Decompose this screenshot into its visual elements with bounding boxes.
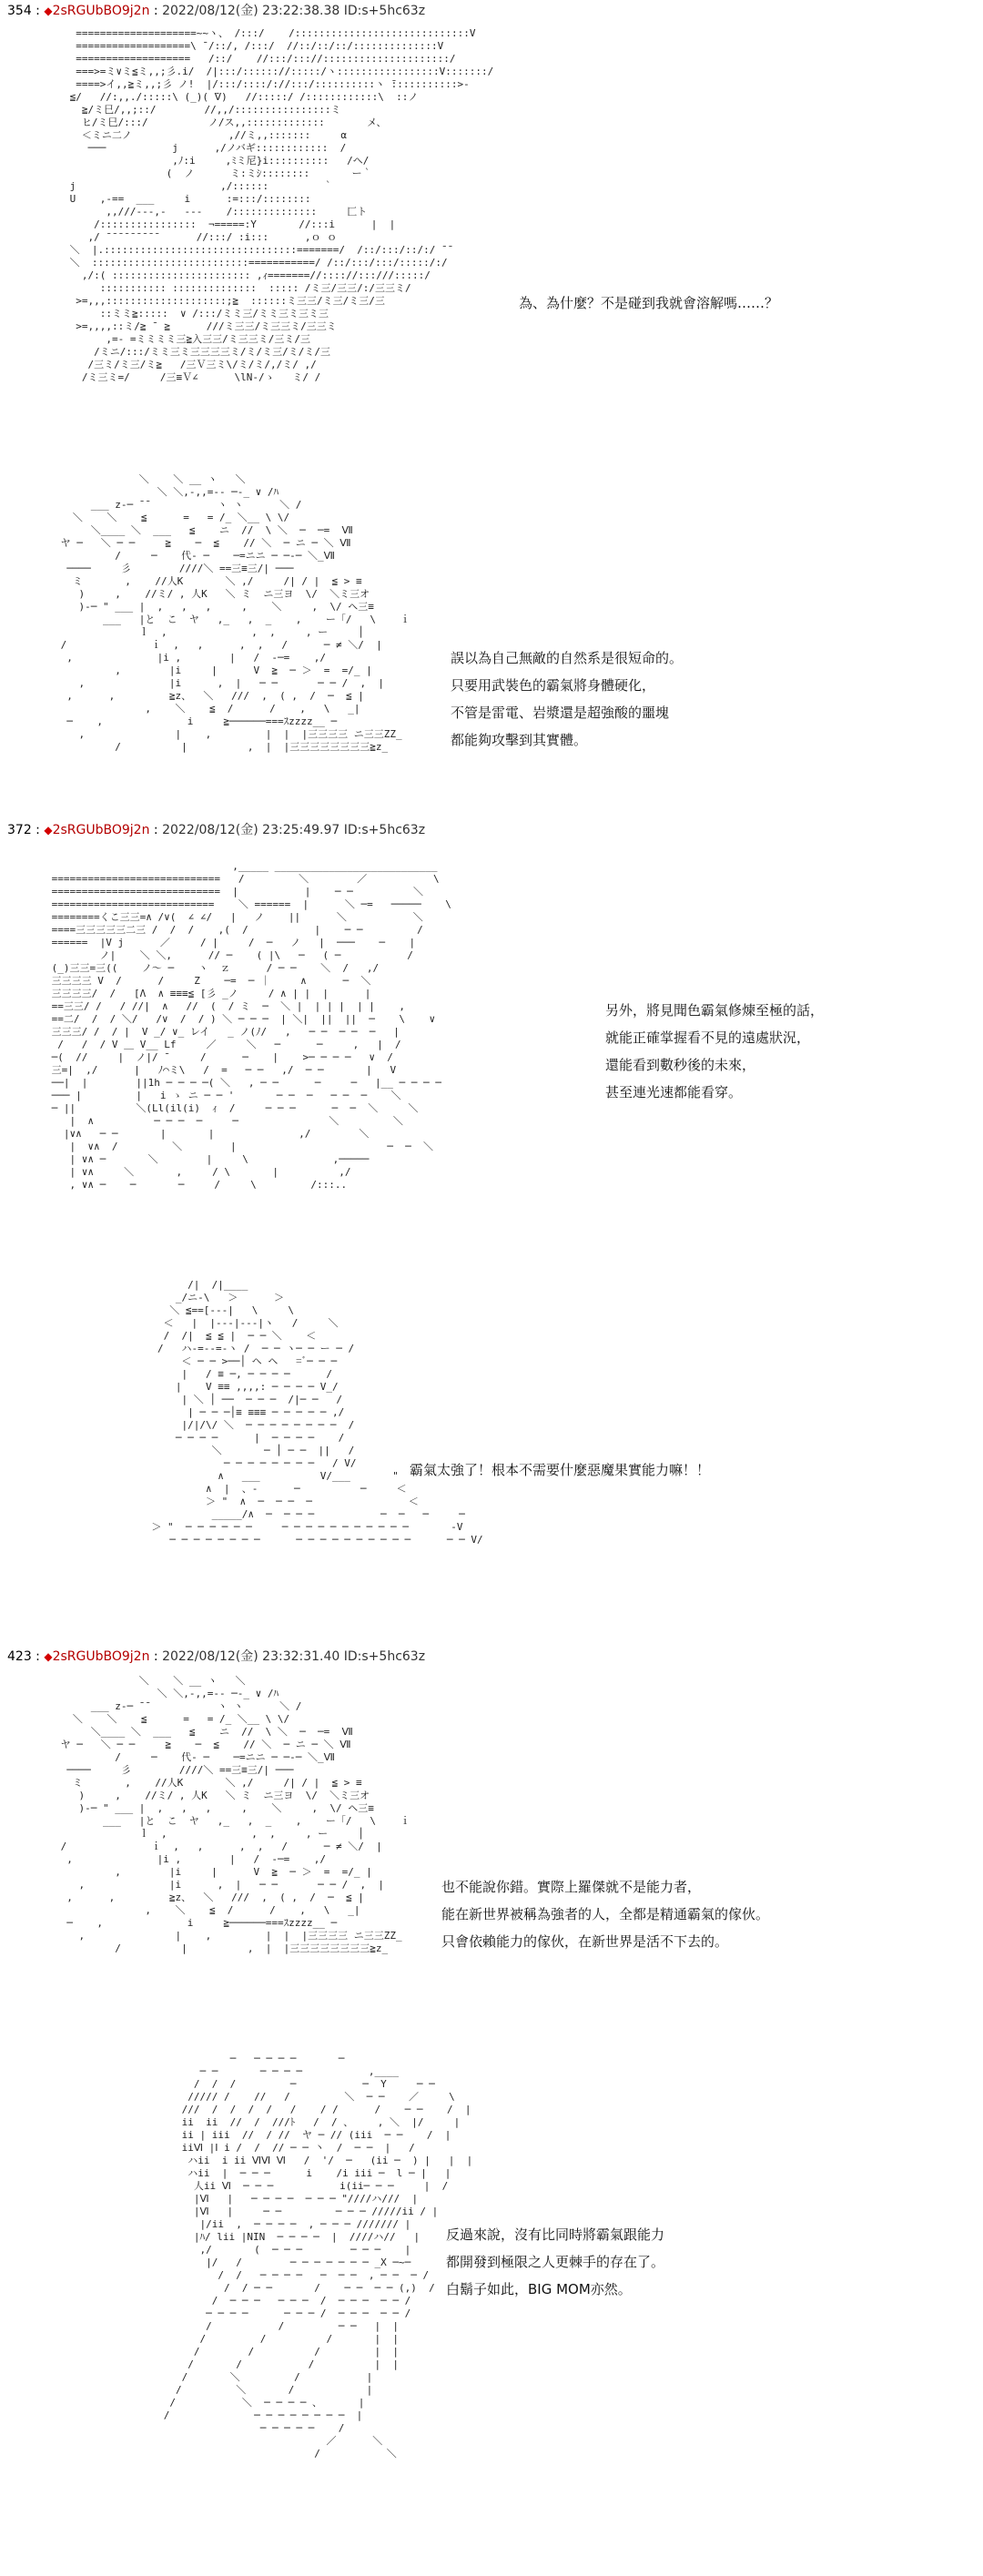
post-header: 423 : ◆2sRGUbBO9j2n : 2022/08/12(金) 23:32:31.40 ID:s+5hc63z [7, 1649, 426, 1664]
trip-code[interactable]: 2sRGUbBO9j2n [52, 823, 150, 837]
dialogue-line: 只會依賴能力的傢伙，在新世界是活不下去的。 [441, 1933, 729, 1950]
ascii-art-panel-2: ＼ ＼ __ ヽ ＼ ＼ ＼,-,,=-- ─-_ ∨ /ﾊ ___ z-─ ̄ ̄ ヽ ヽ ＼ / ＼ ＼ ≦ = = /_ ＼__ \ \/ ＼____ ＼ ___ ≦ ニ // \ ＼ ─ ─= Ⅶ ヤ ─ ＼ ─ ─ ≧ ─ ≦ // ＼ ─ ニ ─ ＼ Ⅶ / ─ 代‐ ─ ─=ニニ ─ ─‐─ ＼_Ⅶ ──── 彡 ////＼ ==三≡三/| ─── ミ , //人K ＼ ,/ /| / | ≦ > ≡ ) , //ミ/ , 人K ＼ ミ ニ三ヨ \/ ＼ミ三オ )-─ " ___ | , , , , ＼ , \/ ヘ三≡ ___ |と こ ヤ ,_ , _ , ー「/ \ ｉ ｌ , , , , ー │ / ｉ , , , , / ─ ≠ ＼/ | , |i , | / -─= ,/ , |i | V ≧ ─ ＞ = =/_ | , |i , | ─ ─ ─ ─ / , | , , ≧z、 ＼ /// , ( , / ─ ≦ | , ＼ ≦ / / , \ _| ─ , i ≧──────===ｽzzzz__ ─ , | , | | |三三三三 ニ三三ZZ_ / | , | |三三三三三三三三≧z_ [60, 473, 410, 753]
dialogue-line: 誤以為自己無敵的自然系是很短命的。 [451, 650, 684, 666]
post-number: 423 [7, 1649, 32, 1664]
post-number: 372 [7, 823, 32, 837]
dialogue-line: 霸氣太強了！根本不需要什麼惡魔果實能力嘛！！ [410, 1462, 711, 1478]
post-date: 2022/08/12(金) 23:32:31.40 [162, 1649, 340, 1664]
post-uid[interactable]: ID:s+5hc63z [343, 823, 426, 837]
dialogue-block-5 [441, 1873, 769, 1955]
trip-code[interactable]: 2sRGUbBO9j2n [52, 1649, 150, 1664]
dialogue-line: 也不能說你錯。實際上羅傑就不是能力者， [441, 1879, 702, 1895]
dialogue-line: 還能看到數秒後的未來， [605, 1057, 756, 1073]
dialogue-line: 為、為什麼？不是碰到我就會溶解嗎……？ [519, 295, 779, 311]
dialogue-line: 只要用武裝色的霸氣將身體硬化， [451, 677, 656, 694]
dialogue-line: 不管是雷電、岩漿還是超強酸的噩塊 [451, 705, 670, 721]
dialogue-line: 就能正確掌握看不見的遠處狀況， [605, 1029, 811, 1046]
dialogue-line: 都能夠攻擊到其實體。 [451, 732, 588, 748]
post-header: 354 : ◆2sRGUbBO9j2n : 2022/08/12(金) 23:22:38.38 ID:s+5hc63z [7, 4, 426, 18]
ascii-art-panel-4: /| /|____ _/ニ-\ ＞ ＞ ＼ ≦==[---| \ \ ＜ | |---|---|ヽ / ＼ / /| ≦ ≦ | ─ ─ ＼ ＜ / ハ-=--=-ヽ / ─ ─ ヽ─ ─ ー ─ / ＜ ─ ─ >──│ ヘ ヘ =ﾞ─ ─ ─ | / ≡ ─, ─ ─ ─ ─ / | V ≡≡ ,,,,: ─ ─ ─ ─ V_/ | ＼ │ ── ─ ─ ─ /|─ ─ / | ─ ─ ─│≡ ≡≡≡ ─ ─ ─ ─ ─ ,/ |/|/\/ ＼ ─ ─ ─ ─ ─ ─ ─ ─ / ─ ─ ─ ─ | ─ ─ ─ ─ / ＼ ─ │ ─ ─ || / ─ ─ ─ ─ ─ ─ ─ ─ / V/ ∧ ___ V/___ " ∧ | 、- ─ ─ ＜ ＞ " ∧ ─ ─ ─ ─ ＜ _____/∧ ─ ─ ─ ─ ─ ─ ─ ─ ＞ " ─ ─ ─ ─ ─ ─ ─ ─ ─ ─ ─ ─ ─ ─ ─ ─ ─ -V ─ ─ ─ ─ ─ ─ ─ ─ ─ ─ ─ ─ ─ ─ ─ ─ ─ ─ ─ ─ V/ [151, 1279, 483, 1546]
dialogue-block-4 [410, 1456, 710, 1484]
dialogue-line: 都開發到極限之人更棘手的存在了。 [446, 2254, 665, 2270]
ascii-art-panel-5: ＼ ＼ __ ヽ ＼ ＼ ＼,-,,=-- ─-_ ∨ /ﾊ ___ z-─ ̄ ̄ ヽ ヽ ＼ / ＼ ＼ ≦ = = /_ ＼__ \ \/ ＼____ ＼ ___ ≦ ニ // \ ＼ ─ ─= Ⅶ ヤ ─ ＼ ─ ─ ≧ ─ ≦ // ＼ ─ ニ ─ ＼ Ⅶ / ─ 代‐ ─ ─=ニニ ─ ─‐─ ＼_Ⅶ ──── 彡 ////＼ ==三≡三/| ─── ミ , //人K ＼ ,/ /| / | ≦ > ≡ ) , //ミ/ , 人K ＼ ミ ニ三ヨ \/ ＼ミ三オ )-─ " ___ | , , , , ＼ , \/ ヘ三≡ ___ |と こ ヤ ,_ , _ , ー「/ \ ｉ ｌ , , , , ー │ / ｉ , , , , / ─ ≠ ＼/ | , |i , | / -─= ,/ , |i | V ≧ ─ ＞ = =/_ | , |i , | ─ ─ ─ ─ / , | , , ≧z、 ＼ /// , ( , / ─ ≦ | , ＼ ≦ / / , \ _| ─ , i ≧──────===ｽzzzz__ ─ , | , | | |三三三三 ニ三三ZZ_ / | , | |三三三三三三三三≧z_ [60, 1675, 410, 1954]
dialogue-block-3 [605, 997, 824, 1106]
ascii-art-panel-1: ====================~~ヽ、 /:::/ /:::::::::::::::::::::::::::::V ===================\ ̄ /::/, /:::/ //::/::/::/::::::::::::::V =================== /::/ //:::/::://:::::::::::::::::::::/ ===>=ミ∨ミ≦ミ,,;彡.i/ /|:::/:::::://:::::/ヽ:::::::::::::::::V:::::::/ ====>イ,,≧ミ,,;彡 ノ! |/:::/::::/://:::/::::::::::ヽ ̄:::::::::::>- ≦/ //:,,./:::::\ (_)( ̄Ⅴ) //:::::/ /::::::::::::\ ::ノ ≧/ミ巳/,,;::/ //,,/::::::::::::::::ミ ヒ/ミ巳/:::/ ノ/ス,,::::::::::::: メ、 ＜ミニ二ノ ,//ミ,,::::::: α ─── j ,/ノバギ:::::::::::: / ,ﾉ:i ,ﾐミ尼}i:::::::::: /ヘ/ ( ノ ミ:ミｼ:::::::: ー｀ j ,/:::::: ｀ U ,-== ___ i :=:::/:::::::: ,,///---,- --- /:::::::::::::: 匚ト /:::::::::::::::: ¬=====:Y //:::i | | ,/ ̄ ̄ ̄ ̄ ̄ ̄ ̄ ̄ ̄ //:::/ :i::: ,ｏ ｏ ＼ |.::::::::::::::::::::::::::::::::=======/ /::/:::/::/:/ ̄ ̄ ＼ ::::::::::::::::::::::::::===========/ /::/:::/:::/:::::/:/ ,/:( ::::::::::::::::::::::: ,ｨ=======//:::://:::///:::::/ ::::::::::: :::::::::::::: ::::: /ミ三/三三/:/三三ミ/ >=,,,::::::::::::::::::::;≧ ::::::ミ三三/ミ三/ミ三/三 ::ミミ≧::::: ∨ /:::/ミミ三/ミミ三ミ三ミ三 >=,,,,::ミ/≧ ̄ ≧ ///ミ三三/ミ三三ミ/三三ミ ,=- =ミミミミ三≧入三三/ミ三三ミ/三ミ/三 /ミニ/:::/ミミ三ミ三三三三ミ/ミ/ミ三/ミ/ミ/三 /三ミ/ミ三/ミ≧ /三Ｖ三ミ\/ミ/ミ/,/ミ/ ,/ /ミ三ミ=/ /三≡Ｖ∠ \lN-/ゝ ミ/ / [69, 27, 494, 383]
dialogue-block-6 [446, 2221, 664, 2303]
post-uid[interactable]: ID:s+5hc63z [343, 4, 426, 18]
ascii-art-panel-6: ─ ─ ─ ─ ─ ─ ─ ─ ─ ─ ─ ─ ,____ / / / ─ ─ Y ─ ─ ///// / // / ＼ ─ ─ ／ \ /// / / / / / / / / ─ ─ / | ii ii // / ///ﾄ / / 、 , ＼ |/ | ii | iii // / // ヤ ─ // (iii ─ ─ / | iiⅥ |Ⅰ i / / // ─ ─ 丶 / ─ ─ | / ハii i ii ⅥⅥ Ⅵ / '/ ─ (ii ─ ) | | | ハii | ─ ─ ─ i /i iii ─ l ─ | | 人ii Ⅵ ─ ─ ─ i(ii─ ─ ─ | / |Ⅵ | ─ ─ ─ ─ ─ ─ ─ "////ハ/// | |Ⅵ | ─ ─ ─ ─ ─ /////ii / | |/ii , ─ ─ ─ ─ , ─ ─ ─ /////// | |ﾊ/ lii |NIN ─ ─ ─ ─ | ////ハ// | ,/ ( ─ ─ ─ ─ ─ ─ | |/ / ─ ─ ─ ─ ─ ─ ─ _X ─~─ / / ─ ─ ─ ─ ─ ─ ─ , ─ ─ ─ / / / ─ ─ / ─ ─ ─ ─ (,) / / ─ ─ ─ ─ ─ ─ / ─ ─ ─ ─ ─ / ─ ─ ─ ─ ─ ─ ─ / ─ ─ ─ ─ ─ / / / ─ ─ | | / / / | | / / / | | / / / | | / ＼ / | / ＼ / | / ＼ ─ ─ ─ ─ 、 | / ─ ─ ─ ─ ─ ─ ─ ─ | ─ ─ ─ ─ ─ / ／ ＼ / ＼ [163, 2053, 473, 2459]
post-uid[interactable]: ID:s+5hc63z [343, 1649, 426, 1664]
post-number: 354 [7, 4, 32, 18]
ascii-art-panel-3: ,_____ ___________________________ ============================ / ＼ ／ \ ============================ | | ─ ─ ＼ =========================== ＼ ====== | ＼ ─= ───── \ ========くこ三三=∧ /∨( ∠ ∠/ | ノ || ＼ ＼ ====三三三三三二三 / / / ,( / | ─ ─ / ====== |V j ／ / | / ─ ノ | ─── ─ | ノ| ＼ ＼, // ─ ( |\ ─ ( ─ / (_)三三=三(( ノ〜 ─ ヽ ｚ / ─ ─ ＼ / ,/ 三三三三 V / / Z ─= ─ ｜ ∧ ─ ＼ 三三三三/ / [Λ ∧ ≡≡≡≦ [彡 _ノ / ∧ | | | | ==三三/ / / //| ∧ // ( / ミ ─ ＼ | | | | | | , ==二/ / / ＼/ /∨ / / ) ＼ ─ ─ ─ | ＼| || || ─ \ ∨ 三三三/ / / | V _/ ∨_ レイ _ ノ(ﾉ/ , ─ ─ ─ ─ ─ | / / / V ＿ V__ Lf ／ ＼ ─ ─ , | / ─( // | ノ|/ ̄ / ─ | >─ ─ ─ ─ ∨ / 三=| ,/ | ﾉ⌒ミ\ / = ─ ─ ,/ ─ ─ | V ──| | ||1h ─ ─ ─ ─( ＼ , ─ ─ ─ ─ |__ ─ ─ ─ ─ ─── | | i ゝ ニ ─ ─ ' ─ ─ ─ ─ ─ ─ ＼ ─ || ＼(Ll(il(i) ｨ / ─ ─ ─ ─ ─ ＼ ＼ | ∧ ─ ─ ─ ─ ─ ＼ ＼ |∨∧ ─ ─ | | ,/ ＼ | ∨∧ / ＼ | ─ ─ ＼ | ∨∧ ─ ＼ | \ ,───── | ∨∧ ＼ , / \ | ,/ , ∨∧ ─ ─ ─ / \ /:::.. [51, 860, 451, 1191]
post-date: 2022/08/12(金) 23:22:38.38 [162, 4, 340, 18]
trip-diamond-icon: ◆ [44, 5, 53, 17]
post-date: 2022/08/12(金) 23:25:49.97 [162, 823, 340, 837]
dialogue-line: 能在新世界被稱為強者的人，全都是精通霸氣的傢伙。 [441, 1906, 770, 1922]
dialogue-line: 反過來說，沒有比同時將霸氣跟能力 [446, 2226, 665, 2243]
trip-diamond-icon: ◆ [44, 824, 53, 837]
trip-diamond-icon: ◆ [44, 1650, 53, 1663]
dialogue-block-1 [519, 289, 778, 317]
trip-code[interactable]: 2sRGUbBO9j2n [52, 4, 150, 18]
dialogue-line: 另外，將見聞色霸氣修煉至極的話， [605, 1002, 825, 1019]
dialogue-line: 甚至連光速都能看穿。 [605, 1084, 743, 1100]
dialogue-line: 白鬍子如此，BIG MOM亦然。 [446, 2281, 632, 2297]
dialogue-block-2 [451, 644, 683, 754]
post-header: 372 : ◆2sRGUbBO9j2n : 2022/08/12(金) 23:25:49.97 ID:s+5hc63z [7, 823, 426, 837]
